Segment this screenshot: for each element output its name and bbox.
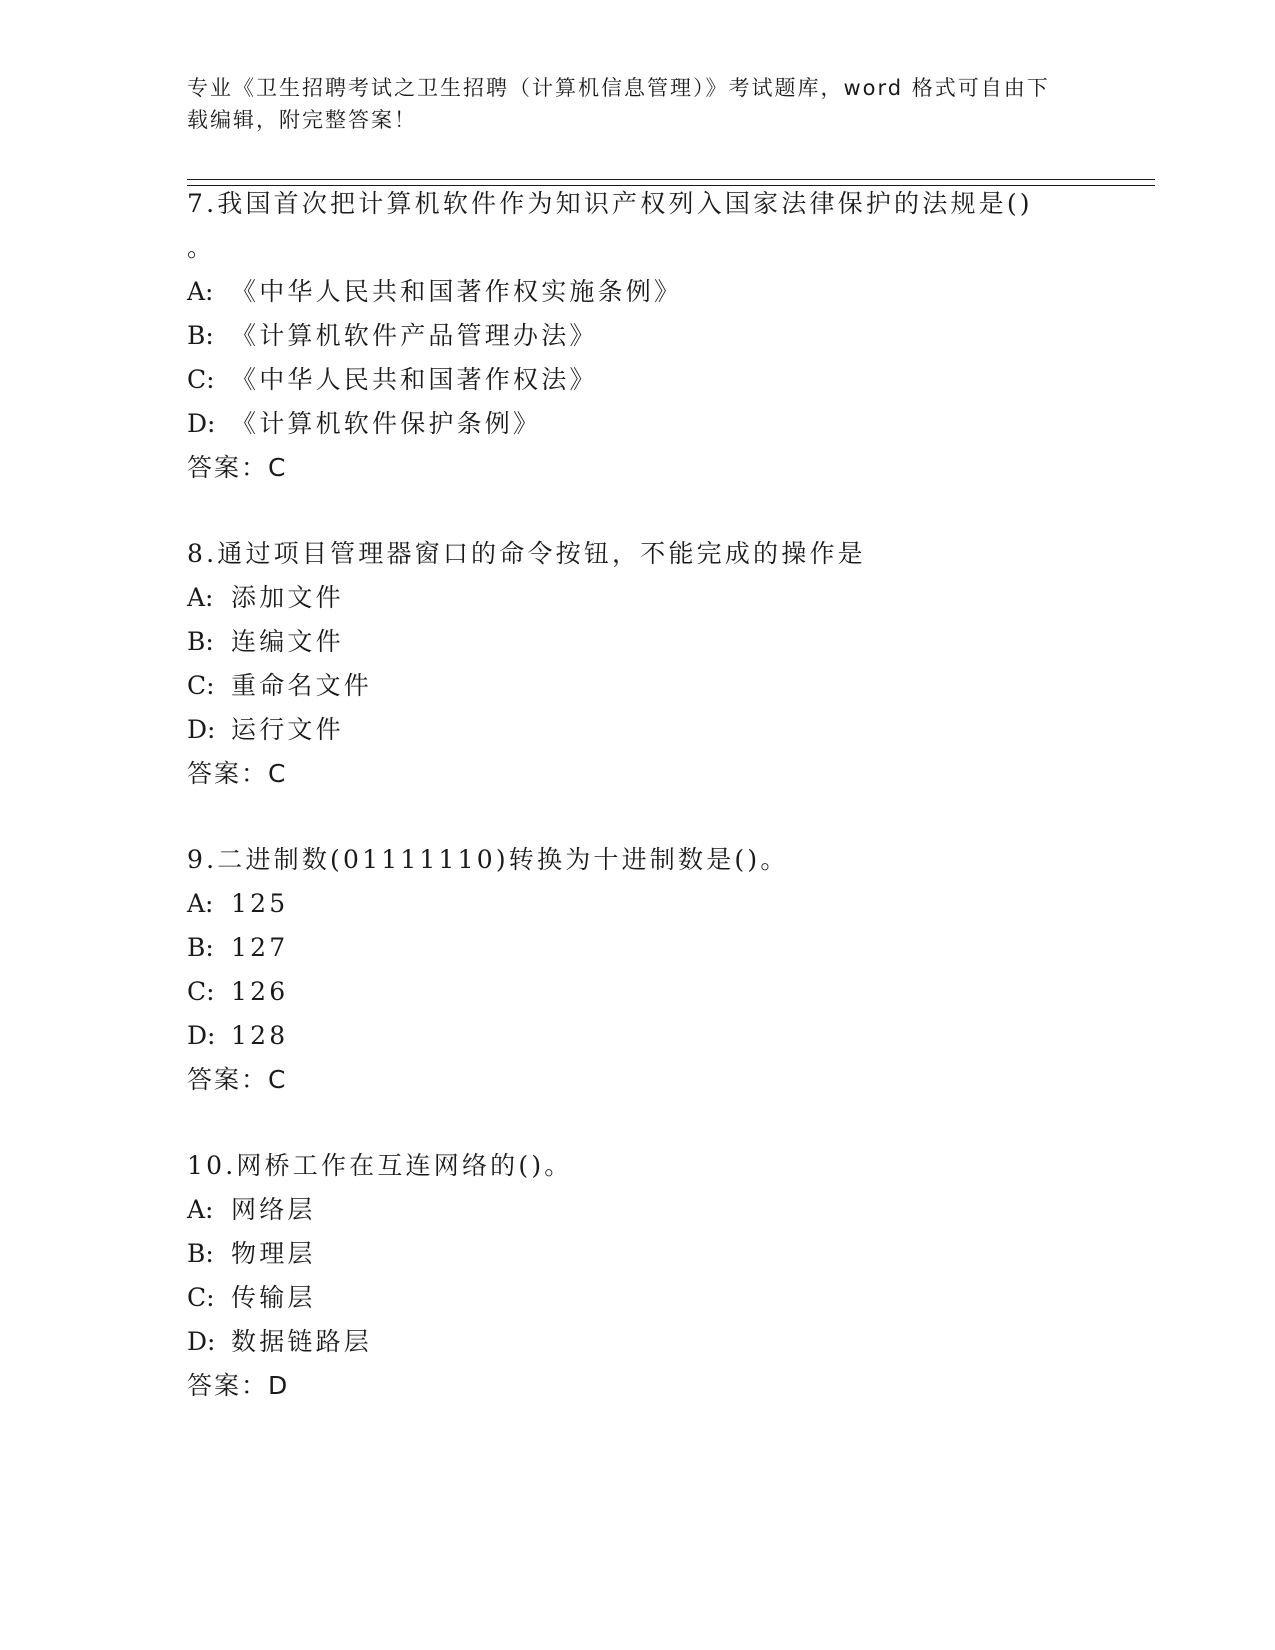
question-stem: 8.通过项目管理器窗口的命令按钮，不能完成的操作是 (187, 539, 866, 568)
option-text: 126 (231, 977, 289, 1006)
option-line (187, 1282, 316, 1314)
option-text: 传输层 (231, 1283, 316, 1312)
option-text: 128 (231, 1021, 289, 1050)
option-letter: C: (187, 977, 215, 1006)
option-letter: B: (187, 1239, 214, 1268)
option-letter: D: (187, 409, 216, 438)
option-line (187, 1238, 316, 1270)
question-stem: 10.网桥工作在互连网络的()。 (187, 1151, 573, 1180)
option-line (187, 626, 344, 658)
option-line (187, 976, 288, 1008)
option-letter: C: (187, 671, 215, 700)
option-text: 物理层 (231, 1239, 316, 1268)
option-text: 《计算机软件产品管理办法》 (231, 321, 598, 350)
option-line (187, 408, 541, 440)
option-line (187, 1194, 316, 1226)
option-line (187, 582, 344, 614)
option-text: 125 (231, 889, 289, 918)
option-letter: B: (187, 933, 214, 962)
header-divider-bottom (187, 185, 1155, 186)
option-text: 《中华人民共和国著作权法》 (231, 365, 598, 394)
option-text: 《中华人民共和国著作权实施条例》 (231, 277, 683, 306)
option-text: 添加文件 (231, 583, 344, 612)
option-line (187, 670, 372, 702)
option-text: 数据链路层 (231, 1327, 373, 1356)
answer-line: 答案：C (187, 759, 288, 788)
answer-line: 答案：C (187, 1065, 288, 1094)
option-text: 网络层 (231, 1195, 316, 1224)
option-text: 重命名文件 (231, 671, 373, 700)
option-line (187, 1020, 288, 1052)
option-text: 127 (231, 933, 289, 962)
option-text: 运行文件 (231, 715, 344, 744)
option-letter: B: (187, 627, 214, 656)
option-line (187, 888, 288, 920)
option-letter: A: (187, 1195, 214, 1224)
question-stem: 9.二进制数(01111110)转换为十进制数是()。 (187, 845, 789, 874)
option-letter: D: (187, 1327, 216, 1356)
option-line (187, 714, 344, 746)
question-stem: 7.我国首次把计算机软件作为知识产权列入国家法律保护的法规是() (187, 189, 1033, 218)
option-letter: C: (187, 365, 215, 394)
answer-line: 答案：D (187, 1371, 290, 1400)
option-letter: A: (187, 277, 214, 306)
option-line (187, 1326, 372, 1358)
option-line (187, 320, 598, 352)
answer-line: 答案：C (187, 453, 288, 482)
option-letter: A: (187, 889, 214, 918)
option-letter: D: (187, 1021, 216, 1050)
option-line (187, 276, 682, 308)
option-letter: A: (187, 583, 214, 612)
option-letter: C: (187, 1283, 215, 1312)
option-letter: D: (187, 715, 216, 744)
option-text: 连编文件 (231, 627, 344, 656)
option-letter: B: (187, 321, 214, 350)
option-line (187, 364, 598, 396)
header-divider-top (187, 179, 1155, 180)
question-stem-continued: 。 (187, 233, 216, 262)
option-line (187, 932, 288, 964)
document-header: 专业《卫生招聘考试之卫生招聘（计算机信息管理）》考试题库，word 格式可自由下载编辑，附完整答案！ (187, 76, 1050, 132)
option-text: 《计算机软件保护条例》 (231, 409, 542, 438)
